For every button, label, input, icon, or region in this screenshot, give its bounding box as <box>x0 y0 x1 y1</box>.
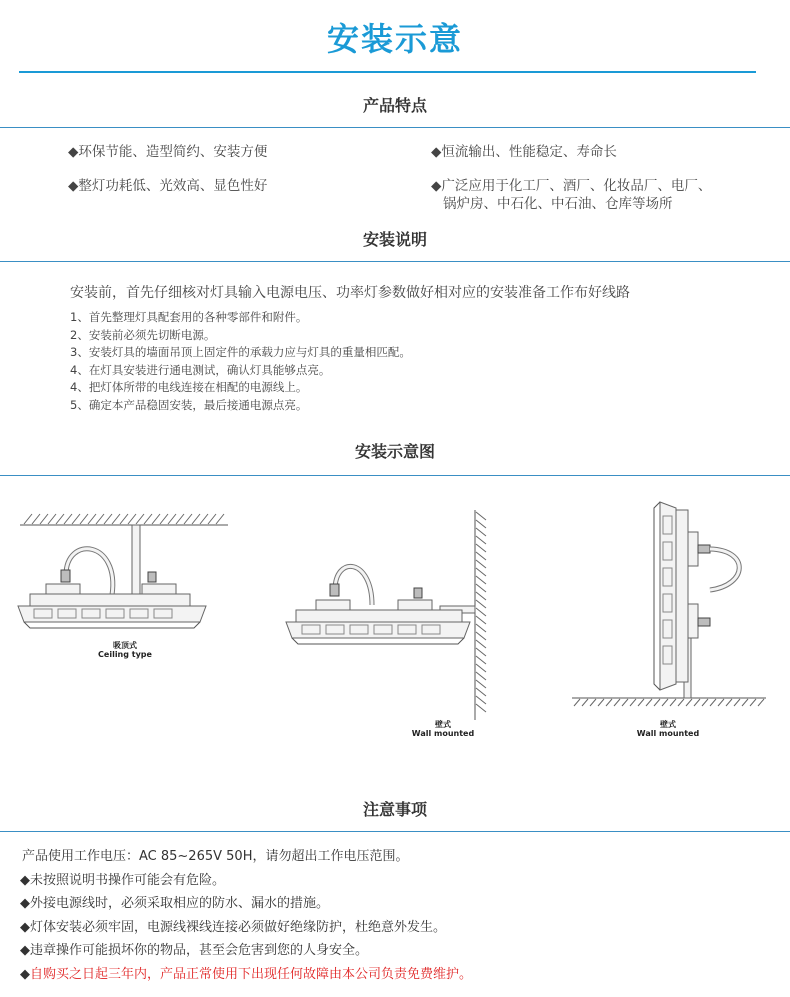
note-item: ◆外接电源线时，必须采取相应的防水、漏水的措施。 <box>20 896 329 911</box>
feature-item: ◆环保节能、造型简约、安装方便 <box>68 144 268 160</box>
diagram-title: 安装示意图 <box>354 442 435 461</box>
note-item: ◆灯体安装必须牢固，电源线裸线连接必须做好绝缘防护，杜绝意外发生。 <box>20 919 446 935</box>
section-divider <box>0 127 790 128</box>
caption-cn: 吸顶式 <box>113 641 137 650</box>
wall-mounted-caption <box>623 720 713 738</box>
section-divider <box>0 475 790 476</box>
wall-mount-illustration-1 <box>286 510 486 720</box>
notes-list <box>20 845 472 986</box>
feature-item: ◆广泛应用于化工厂、酒厂、化妆品厂、电厂、 <box>431 178 712 194</box>
page-title: 安装示意 <box>326 20 463 58</box>
caption-cn: 壁式 <box>660 720 676 729</box>
caption-cn: 壁式 <box>435 720 451 729</box>
caption-en: Wall mounted <box>636 729 700 738</box>
steps-list <box>70 309 411 414</box>
step-item: 5、确定本产品稳固安装，最后接通电源点亮。 <box>70 397 308 412</box>
note-item: 产品使用工作电压：AC 85~265V 50H，请勿超出工作电压范围。 <box>22 849 409 864</box>
feature-item: ◆恒流输出、性能稳定、寿命长 <box>431 144 617 160</box>
feature-item: ◆整灯功耗低、光效高、显色性好 <box>68 178 268 194</box>
title-divider <box>19 71 756 73</box>
note-item: ◆违章操作可能损坏你的物品，甚至会危害到您的人身安全。 <box>20 943 368 958</box>
step-item: 1、首先整理灯具配套用的各种零部件和附件。 <box>70 310 308 324</box>
warranty-text: 自购买之日起三年内，产品正常使用下出现任何故障由本公司负责免费维护。 <box>30 966 473 982</box>
instructions-intro: 安装前，首先仔细核对灯具输入电源电压、功率灯参数做好相对应的安装准备工作布好线路 <box>70 285 630 301</box>
note-item: ◆未按照说明书操作可能会有危险。 <box>20 872 225 888</box>
ceiling-type-caption <box>80 641 170 659</box>
wall-mounted-caption <box>398 720 488 738</box>
notes-title: 注意事项 <box>362 800 427 819</box>
ceiling-mount-illustration <box>18 514 228 628</box>
feature-item-continued: 锅炉房、中石化、中石油、仓库等场所 <box>443 196 673 212</box>
step-item: 2、安装前必须先切断电源。 <box>70 327 216 342</box>
section-divider <box>0 261 790 262</box>
caption-en: Ceiling type <box>98 650 152 659</box>
caption-en: Wall mounted <box>411 729 475 738</box>
wall-mount-illustration-2 <box>572 502 766 706</box>
warranty-note <box>20 963 472 987</box>
features-title: 产品特点 <box>362 96 427 115</box>
step-item: 4、在灯具安装进行通电测试，确认灯具能够点亮。 <box>70 362 331 377</box>
instructions-title: 安装说明 <box>362 230 427 249</box>
section-divider <box>0 831 790 832</box>
step-item: 4、把灯体所带的电线连接在相配的电源线上。 <box>70 380 308 394</box>
warranty-bullet: ◆ <box>20 966 30 982</box>
step-item: 3、安装灯具的墙面吊顶上固定件的承载力应与灯具的重量相匹配。 <box>70 345 411 359</box>
